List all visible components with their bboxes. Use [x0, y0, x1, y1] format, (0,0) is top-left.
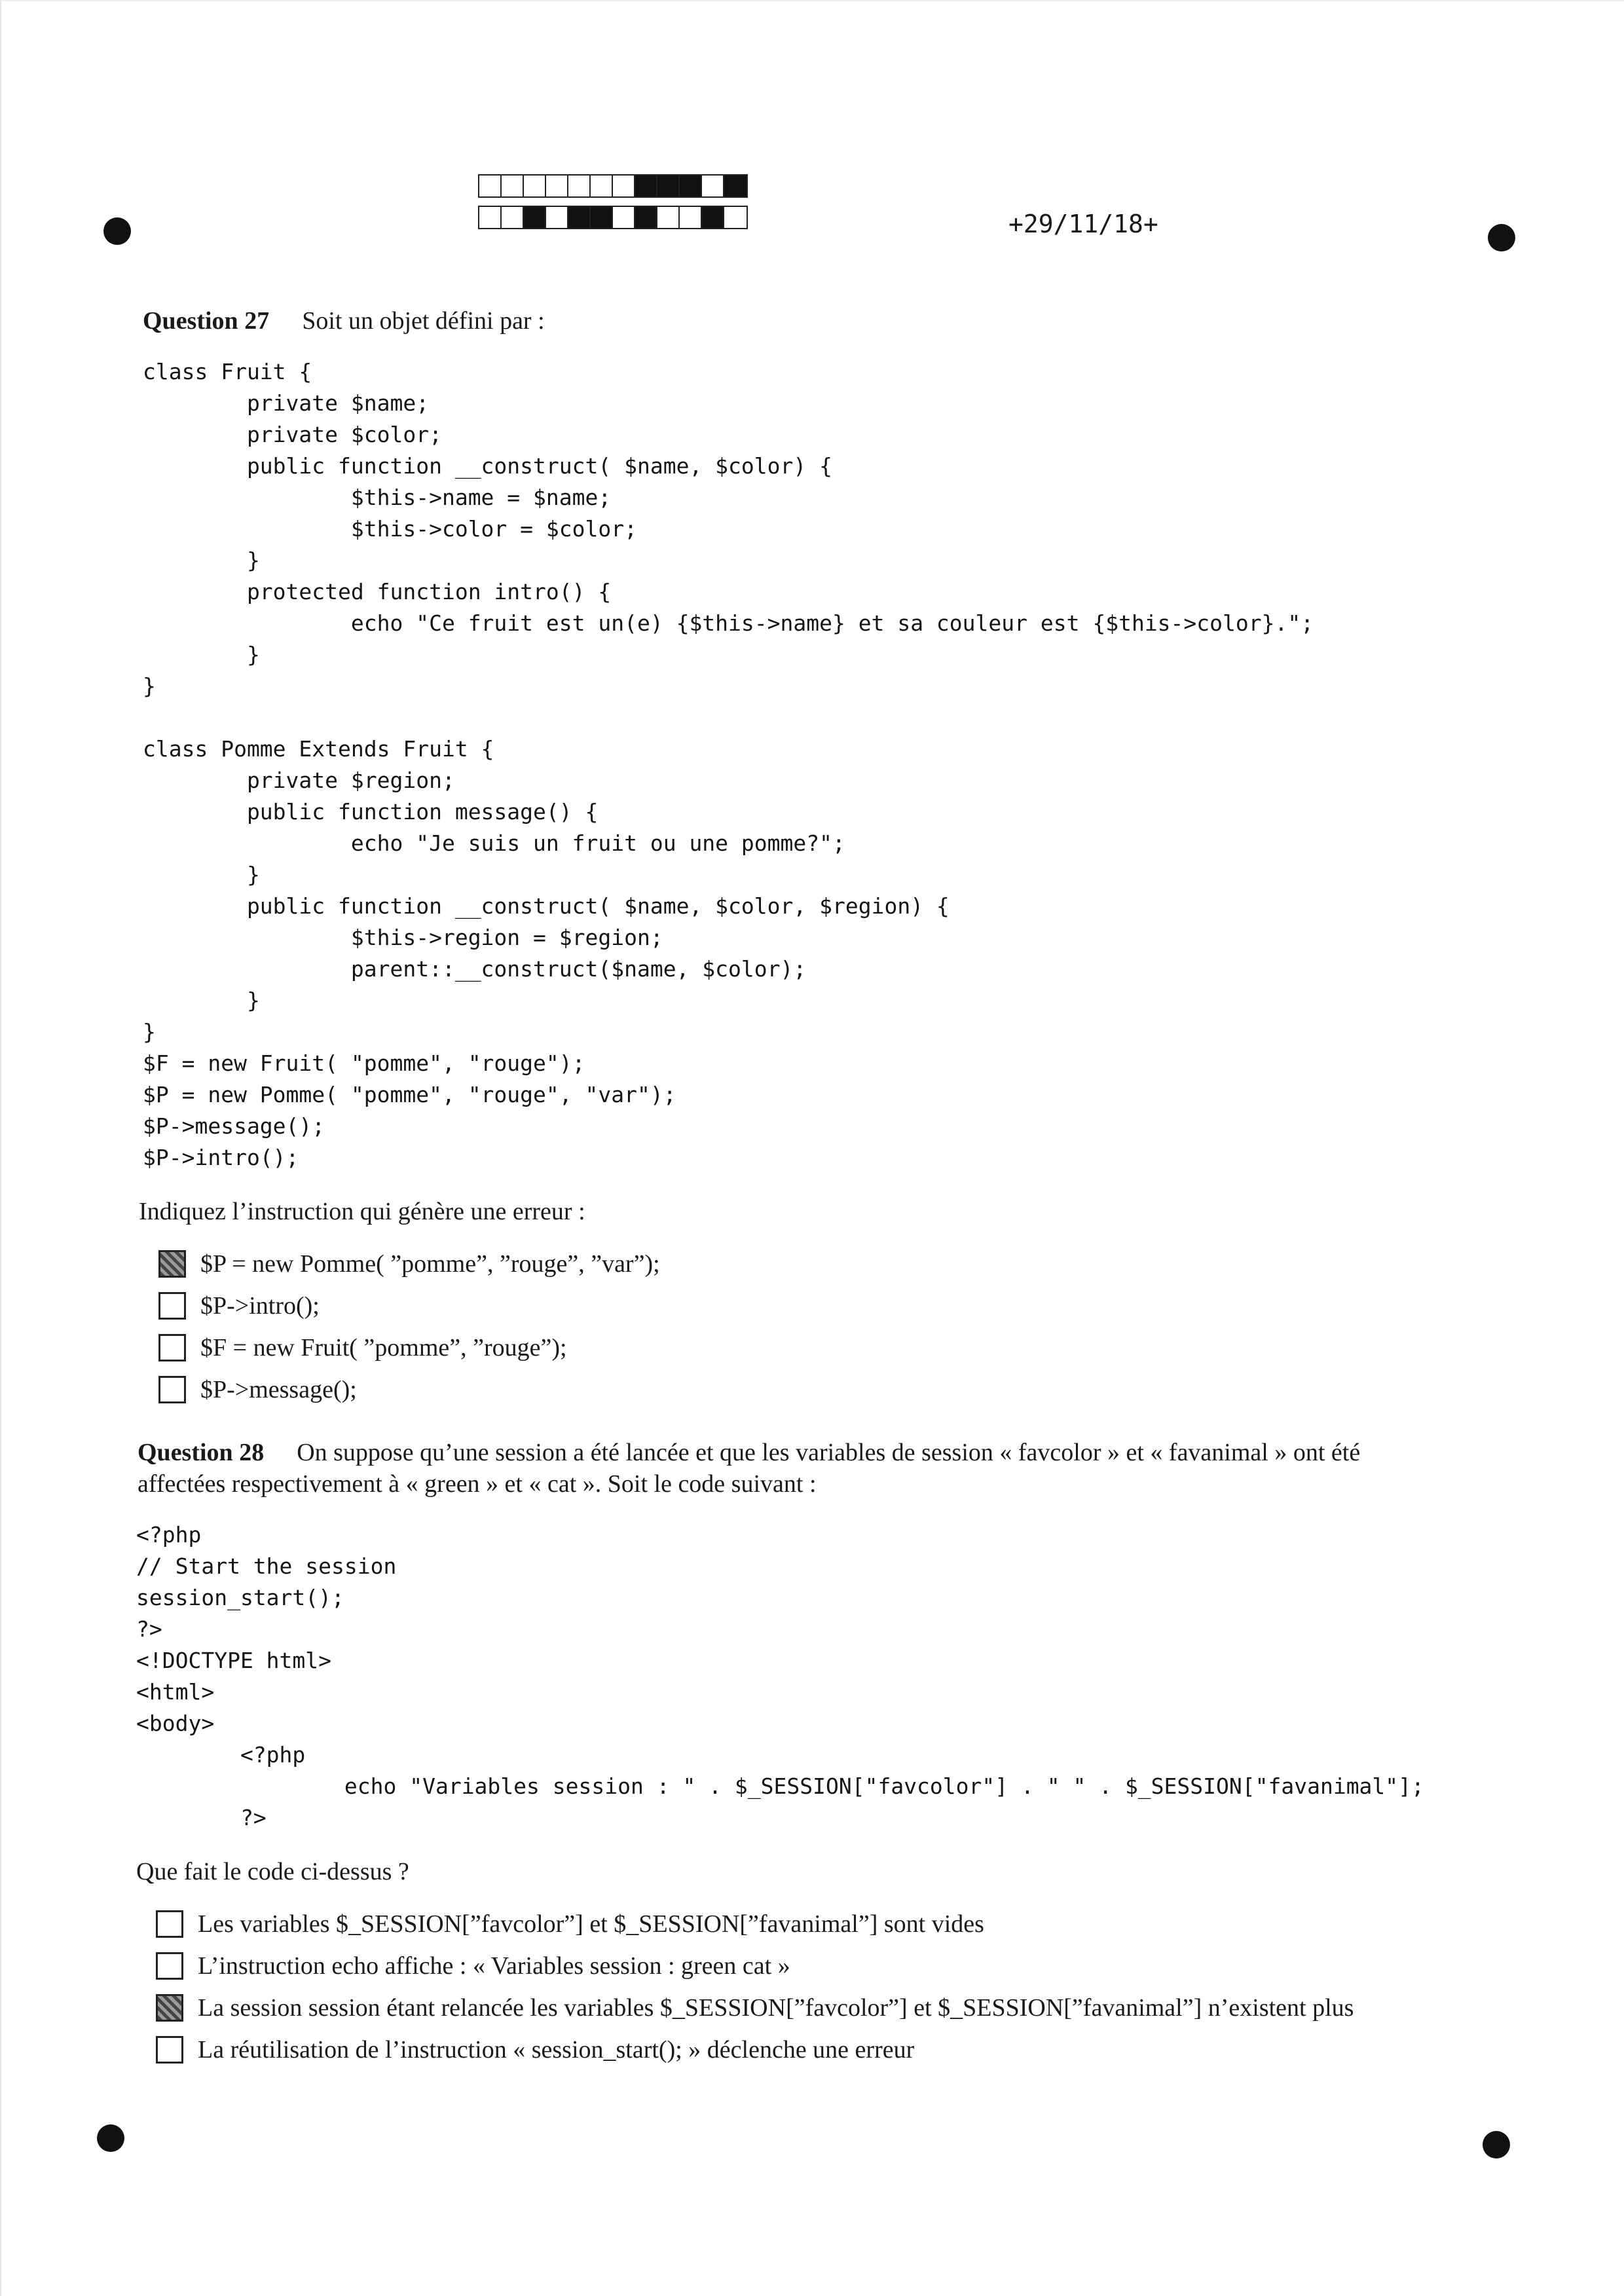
checkbox[interactable] — [156, 1910, 183, 1938]
answer-option[interactable] — [158, 1327, 660, 1369]
question-28-number: Question 28 — [138, 1439, 265, 1466]
question-28-intro-line-2: affectées respectivement à « green » et « cat ». Soit le code suivant : — [138, 1470, 817, 1498]
answer-option[interactable] — [156, 2029, 1354, 2071]
answer-label: $P = new Pomme( ”pomme”, ”rouge”, ”var”); — [200, 1250, 660, 1278]
checkbox[interactable] — [158, 1334, 186, 1361]
question-27-prompt: Indiquez l’instruction qui génère une erreur : — [139, 1198, 585, 1225]
answer-option[interactable] — [158, 1369, 660, 1411]
barcode-row-2 — [478, 206, 748, 229]
checkbox[interactable] — [158, 1292, 186, 1320]
answer-label: $P->intro(); — [200, 1292, 320, 1320]
answer-option[interactable] — [156, 1903, 1354, 1945]
question-28-code: <?php // Start the session session_start(); ?> <!DOCTYPE html> <html> <body> <?php echo "Variables session : " . $_SESSION["favcolor"] . " " . $_SESSION["favanimal"]; ?> — [136, 1522, 1424, 1830]
answer-option[interactable] — [156, 1987, 1354, 2029]
registration-mark-top-left — [103, 217, 131, 245]
answer-label: La réutilisation de l’instruction « session_start(); » déclenche une erreur — [198, 2036, 915, 2064]
answer-label: L’instruction echo affiche : « Variables session : green cat » — [198, 1952, 790, 1980]
barcode-row-1 — [478, 174, 748, 198]
answer-label: Les variables $_SESSION[”favcolor”] et $_SESSION[”favanimal”] sont vides — [198, 1910, 984, 1938]
question-28-intro-line-1: On suppose qu’une session a été lancée et que les variables de session « favcolor » et « favanimal » ont été — [297, 1439, 1361, 1466]
answer-option[interactable] — [158, 1243, 660, 1285]
checkbox[interactable] — [156, 1952, 183, 1980]
question-27-intro: Soit un objet défini par : — [302, 307, 545, 335]
registration-mark-top-right — [1488, 224, 1515, 251]
checkbox-checked[interactable] — [158, 1250, 186, 1278]
answer-option[interactable] — [156, 1945, 1354, 1987]
question-27-number: Question 27 — [143, 307, 270, 335]
checkbox-checked[interactable] — [156, 1994, 183, 2022]
question-27-options — [158, 1243, 660, 1411]
checkbox[interactable] — [156, 2036, 183, 2064]
checkbox[interactable] — [158, 1376, 186, 1403]
question-28-options — [156, 1903, 1354, 2071]
question-28-prompt: Que fait le code ci-dessus ? — [136, 1858, 409, 1885]
answer-label: $F = new Fruit( ”pomme”, ”rouge”); — [200, 1334, 567, 1361]
registration-mark-bottom-right — [1483, 2131, 1510, 2158]
answer-option[interactable] — [158, 1285, 660, 1327]
answer-label: $P->message(); — [200, 1376, 357, 1403]
exam-date: +29/11/18+ — [1008, 210, 1158, 238]
registration-mark-bottom-left — [97, 2124, 124, 2152]
question-28-header — [138, 1437, 1360, 1468]
answer-label: La session session étant relancée les variables $_SESSION[”favcolor”] et $_SESSION[”favanimal”] n’existent plus — [198, 1994, 1354, 2022]
question-27-header — [143, 305, 545, 337]
question-27-code: class Fruit { private $name; private $color; public function __construct( $name, $color) { $this->name = $name; $this->color = $color; } protected function intro() { echo "Ce fruit est un(e) {$this->name} et sa couleur est {$this->color}."; } } class Pomme Extends Fruit { private $region; public function message() { echo "Je suis un fruit ou une pomme?"; } public function __construct( $name, $color, $region) { $this->region = $region; parent::__construct($name, $color); } } $F = new Fruit( "pomme", "rouge"); $P = new Pomme( "pomme", "rouge", "var"); $P->message(); $P->intro(); — [143, 359, 1314, 1170]
